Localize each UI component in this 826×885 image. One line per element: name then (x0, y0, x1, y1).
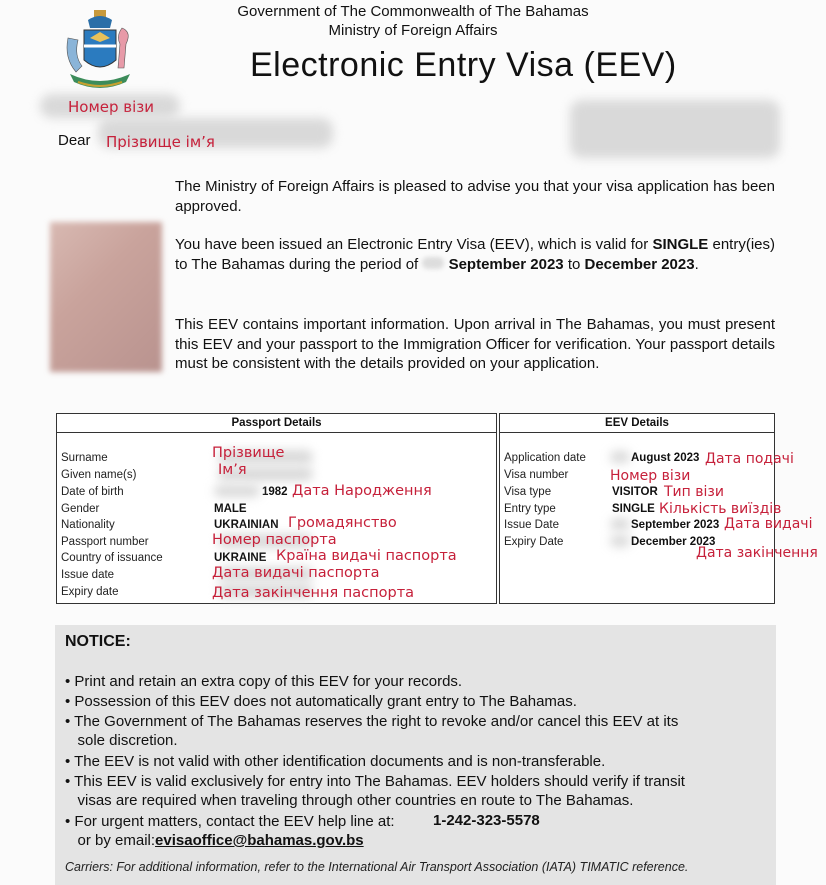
coat-of-arms-icon (60, 8, 138, 94)
notice-bullet: • This EEV is valid exclusively for entry into The Bahamas. EEV holders should verify if transit (65, 773, 685, 790)
greeting-dear: Dear (58, 132, 91, 149)
passport-row-label: Gender (61, 503, 100, 515)
redacted-day (422, 257, 444, 269)
passport-details-heading: Passport Details (57, 414, 496, 433)
ministry-line: Ministry of Foreign Affairs (328, 22, 498, 39)
notice-bullet: • Print and retain an extra copy of this EEV for your records. (65, 673, 463, 690)
issued-paragraph: You have been issued an Electronic Entry Visa (EEV), which is valid for SINGLE entry(ies) to The Bahamas during the period of September 2023 to December 2023. (175, 236, 776, 273)
eev-row-label: Issue Date (504, 519, 559, 531)
passport-row-value: MALE (214, 503, 247, 515)
passport-row-note: Дата закінчення паспорта (212, 585, 415, 601)
eev-row-value: VISITOR (612, 486, 658, 498)
eev-row-note: Дата закінчення (696, 545, 818, 561)
helpline-phone: 1-242-323-5578 (433, 812, 540, 829)
notice-bullet: • The EEV is not valid with other identification documents and is non-transferable. (65, 753, 606, 770)
passport-row-note: Ім’я (218, 462, 247, 478)
eev-details-heading: EEV Details (500, 414, 774, 433)
eev-row-label: Application date (504, 452, 586, 464)
passport-row-note: Дата видачі паспорта (212, 565, 380, 581)
eev-row-note: Тип візи (664, 484, 724, 500)
eev-row-value: September 2023 (631, 519, 720, 531)
eev-row-note: Дата видачі (724, 516, 813, 532)
redacted-day-month (214, 485, 260, 497)
redacted-address (570, 100, 780, 158)
info-paragraph: This EEV contains important information. Upon arrival in The Bahamas, you must present this EEV and your passport to the Immigration Officer for verification. Your passport details must be consistent with the details provided on your application. (175, 316, 775, 372)
eev-row-note: Кількість виїздів (659, 501, 782, 517)
eev-row-note: Дата подачі (705, 451, 794, 467)
page-title: Electronic Entry Visa (EEV) (250, 46, 677, 84)
email-line: or by email:evisaoffice@bahamas.gov.bs (65, 832, 364, 849)
passport-row-note: Номер паспорта (212, 532, 337, 548)
email-link[interactable]: evisaoffice@bahamas.gov.bs (155, 832, 364, 849)
passport-row-note: Громадянство (288, 515, 397, 531)
passport-row-label: Passport number (61, 536, 149, 548)
eev-row-label: Entry type (504, 503, 556, 515)
passport-row-value: 1982 (262, 486, 288, 498)
passport-row-note: Країна видачі паспорта (276, 548, 457, 564)
passport-row-label: Date of birth (61, 486, 124, 498)
passport-row-value: UKRAINIAN (214, 519, 279, 531)
carriers-note: Carriers: For additional information, refer to the International Air Transport Association (IATA) TIMATIC reference. (65, 860, 689, 874)
passport-row-label: Surname (61, 452, 108, 464)
eev-row-label: Expiry Date (504, 536, 564, 548)
eev-row-value: SINGLE (612, 503, 655, 515)
eev-row-value: December 2023 (631, 536, 716, 548)
eev-row-note: Номер візи (610, 468, 691, 484)
passport-row-label: Country of issuance (61, 552, 163, 564)
applicant-photo (50, 222, 162, 372)
notice-title: NOTICE: (65, 633, 131, 650)
passport-row-label: Expiry date (61, 586, 119, 598)
notice-bullet: sole discretion. (65, 732, 178, 749)
notice-bullet: • Possession of this EEV does not automatically grant entry to The Bahamas. (65, 693, 577, 710)
passport-row-value: UKRAINE (214, 552, 267, 564)
government-line: Government of The Commonwealth of The Bahamas (237, 3, 589, 20)
redacted-day (610, 451, 630, 463)
visa-number-note: Номер візи (68, 98, 155, 116)
name-note: Прізвище ім’я (106, 133, 215, 151)
eev-row-label: Visa number (504, 469, 569, 481)
redacted-day (610, 518, 630, 530)
eev-row-value: August 2023 (631, 452, 700, 464)
notice-bullet: visas are required when traveling through other countries en route to The Bahamas. (65, 792, 634, 809)
notice-bullet: • For urgent matters, contact the EEV help line at: (65, 813, 395, 830)
notice-bullet: • The Government of The Bahamas reserves the right to revoke and/or cancel this EEV at its (65, 713, 679, 730)
passport-row-note: Дата Народження (292, 483, 432, 499)
passport-row-label: Given name(s) (61, 469, 137, 481)
approval-paragraph: The Ministry of Foreign Affairs is pleased to advise you that your visa application has been approved. (175, 178, 775, 215)
passport-row-note: Прізвище (212, 445, 285, 461)
passport-row-label: Issue date (61, 569, 115, 581)
redacted-day (610, 535, 630, 547)
passport-row-label: Nationality (61, 519, 115, 531)
eev-row-label: Visa type (504, 486, 552, 498)
